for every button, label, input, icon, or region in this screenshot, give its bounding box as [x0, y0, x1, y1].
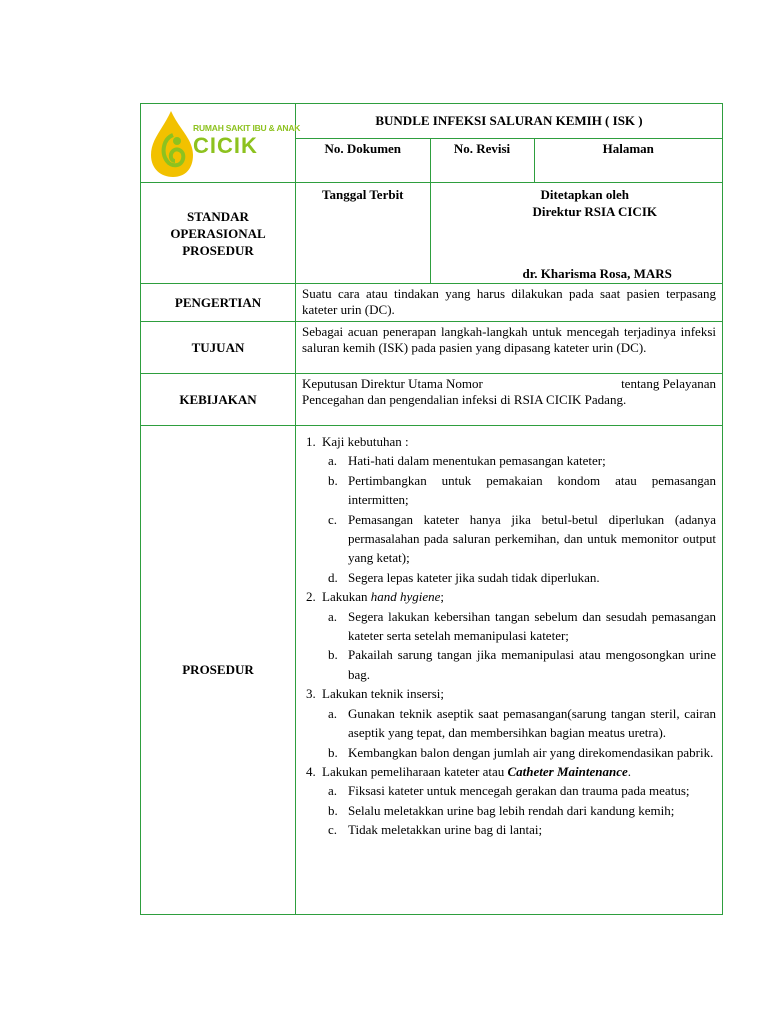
sop-label-cell — [141, 183, 296, 284]
sub-item — [328, 607, 716, 646]
sub-item-letter: c. — [328, 511, 338, 527]
prosedur-step — [306, 587, 716, 684]
step-heading — [322, 686, 444, 701]
pengertian-text: Suatu cara atau tindakan yang harus dilakukan pada saat pasien terpasang kateter urin (DC). — [302, 286, 716, 317]
kebijakan-text-1: Keputusan Direktur Utama Nomor — [302, 376, 483, 391]
sub-item-text: Fiksasi kateter untuk mencegah gerakan dan trauma pada meatus; — [348, 783, 690, 799]
kebijakan-label: KEBIJAKAN — [179, 391, 257, 407]
prosedur-step — [306, 432, 716, 587]
sub-item-text: Gunakan teknik aseptik saat pemasangan(sarung tangan steril, cairan aseptik yang tepat, dan membersihkan bagian meatus uretra). — [348, 705, 716, 741]
sub-item — [328, 743, 716, 762]
sop-document — [140, 103, 722, 914]
step-number: 3. — [306, 686, 316, 702]
sop-table — [140, 103, 723, 915]
sub-list — [322, 781, 716, 839]
step-text: Lakukan — [322, 589, 371, 605]
sub-item — [328, 781, 716, 800]
step-heading — [322, 589, 444, 604]
no-dokumen-label: No. Dokumen — [324, 140, 402, 156]
step-number: 2. — [306, 589, 316, 605]
sub-item-letter: a. — [328, 783, 338, 799]
sub-item-text: Segera lepas kateter jika sudah tidak diperlukan. — [348, 569, 600, 585]
sub-item — [328, 801, 716, 820]
sub-item-text: Kembangkan balon dengan jumlah air yang direkomendasikan pabrik. — [348, 744, 714, 760]
sub-item-letter: b. — [328, 472, 338, 488]
step-number: 1. — [306, 434, 316, 449]
tujuan-text: Sebagai acuan penerapan langkah-langkah untuk mencegah terjadinya infeksi saluran kemih (ISK) pada pasien yang dipasang kateter urin (DC). — [302, 324, 716, 355]
sub-item — [328, 704, 716, 743]
sub-list — [322, 607, 716, 685]
sub-item-letter: b. — [328, 744, 338, 760]
sub-list — [322, 451, 716, 587]
sub-item-letter: d. — [328, 569, 338, 585]
prosedur-label: PROSEDUR — [182, 662, 254, 677]
sub-item — [328, 568, 716, 587]
sub-item-text: Hati-hati dalam menentukan pemasangan kateter; — [348, 453, 606, 469]
step-emphasis: Catheter Maintenance — [507, 763, 628, 779]
document-title: BUNDLE INFEKSI SALURAN KEMIH ( ISK ) — [375, 112, 643, 128]
step-text-end: . — [627, 763, 632, 779]
hospital-logo — [141, 105, 301, 181]
sub-item-text: Pertimbangkan untuk pemakaian kondom atau pemasangan intermitten; — [348, 472, 716, 508]
sub-item-text: Pakailah sarung tangan jika memanipulasi atau mengosongkan urine bag. — [348, 647, 716, 682]
step-emphasis: hand hygiene — [370, 589, 441, 605]
halaman-label: Halaman — [602, 140, 654, 156]
sub-item-letter: c. — [328, 822, 338, 838]
step-heading — [322, 434, 409, 449]
prosedur-step — [306, 684, 716, 762]
sub-item-text: Pemasangan kateter hanya jika betul-betul diperlukan (adanya permasalahan pada saluran perkemihan, dan untuk memonitor output yang ketat); — [348, 511, 716, 566]
logo-cell — [141, 104, 301, 183]
sub-item-letter: a. — [328, 705, 338, 721]
logo-line2: CICIK — [193, 133, 258, 158]
kebijakan-text-2: tentang Pelayanan — [621, 376, 716, 391]
prosedur-list — [302, 432, 716, 840]
sub-item-text: Selalu meletakkan urine bag lebih rendah dari kandung kemih; — [348, 802, 675, 818]
ditetapkan-oleh-label: Ditetapkan oleh — [540, 187, 629, 202]
logo-line1: RUMAH SAKIT IBU & ANAK — [193, 123, 301, 133]
sub-item-letter: a. — [328, 453, 338, 469]
tujuan-label: TUJUAN — [191, 339, 245, 355]
step-heading — [322, 764, 631, 779]
signer-name: dr. Kharisma Rosa, MARS — [522, 266, 672, 281]
step-text-end: ; — [440, 589, 445, 605]
sub-list — [322, 704, 716, 762]
step-text: Kaji kebutuhan : — [322, 434, 409, 449]
sub-item-text: Segera lakukan kebersihan tangan sebelum dan sesudah pemasangan kateter serta setelah memanipulasi kateter; — [348, 608, 716, 644]
no-revisi-label: No. Revisi — [453, 140, 511, 156]
step-text: Lakukan teknik insersi; — [322, 686, 445, 702]
sub-item-text: Tidak meletakkan urine bag di lantai; — [348, 822, 543, 838]
sub-item-letter: a. — [328, 608, 338, 624]
sub-item — [328, 510, 716, 568]
pengertian-label: PENGERTIAN — [174, 294, 262, 310]
sub-item-letter: b. — [328, 802, 338, 818]
prosedur-step — [306, 762, 716, 840]
step-number: 4. — [306, 763, 316, 779]
sub-item — [328, 820, 716, 839]
sub-item — [328, 645, 716, 684]
sop-label: STANDAR OPERASIONAL PROSEDUR — [170, 208, 266, 258]
sub-item — [328, 471, 716, 510]
kebijakan-text-3: Pencegahan dan pengendalian infeksi di RSIA CICIK Padang. — [302, 392, 627, 407]
sub-item — [328, 451, 716, 470]
tanggal-terbit-label: Tanggal Terbit — [321, 187, 404, 202]
step-text: Lakukan pemeliharaan kateter atau — [322, 763, 508, 779]
sub-item-letter: b. — [328, 647, 338, 663]
direktur-label: Direktur RSIA CICIK — [532, 204, 657, 219]
